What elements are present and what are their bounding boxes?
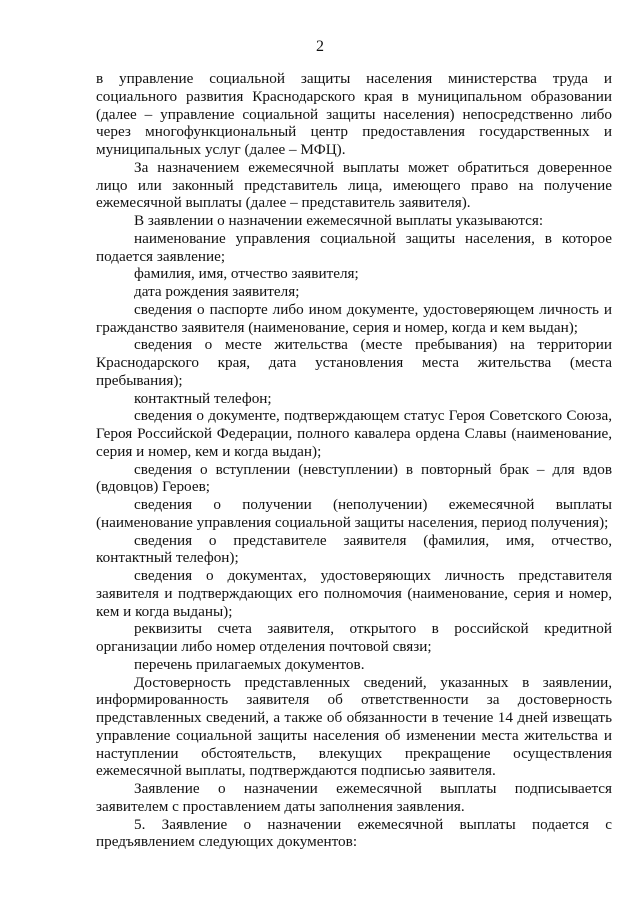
list-item: перечень прилагаемых документов. — [134, 655, 365, 673]
paragraph-signature: Заявление о назначении ежемесячной выплаты подписывается заявителем с проставлением даты заполнения заявления. — [96, 780, 612, 815]
paragraph-application-contents: В заявлении о назначении ежемесячной выплаты указываются: — [134, 212, 544, 229]
list-item: контактный телефон; — [134, 389, 272, 407]
list-item: наименование управления социальной защиты населения, в которое подается заявление; — [96, 229, 612, 265]
list-item: сведения о документе, подтверждающем статус Героя Советского Союза, Героя Российской Федерации, полного кавалера ордена Славы (наименование, серия и номер, кем и когда выдан); — [96, 407, 612, 460]
list-item: сведения о представителе заявителя (фамилия, имя, отчество, контактный телефон); — [96, 531, 612, 567]
list-item: сведения о месте жительства (месте пребывания) на территории Краснодарского края, дата установления места жительства (места пребывания); — [96, 336, 612, 389]
paragraph-point-5: 5. Заявление о назначении ежемесячной выплаты подается с предъявлением следующих документов: — [96, 815, 612, 851]
list-item: дата рождения заявителя; — [134, 283, 300, 300]
paragraph-reliability: Достоверность представленных сведений, указанных в заявлении, информированность заявителя об ответственности за достоверность представленных сведений, а также об обязанности в течение 14 дней извещать управление социальной защиты населения об изменении места жительства и наступлении обстоятельств, влекущих прекращение осуществления ежемесячной выплаты, подтверждаются подписью заявителя. — [96, 673, 612, 780]
page-number: 2 — [316, 38, 324, 55]
document-body — [96, 70, 612, 851]
list-item: сведения о получении (неполучении) ежемесячной выплаты (наименование управления социальной защиты населения, период получения); — [96, 496, 612, 531]
paragraph-representative: За назначением ежемесячной выплаты может обратиться доверенное лицо или законный представитель лица, имеющего право на получение ежемесячной выплаты (далее – представитель заявителя). — [96, 158, 612, 212]
paragraph-intro: в управление социальной защиты населения министерства труда и социального развития Краснодарского края в муниципальном образовании (далее – управление социальной защиты населения) непосредственно либо через многофункциональный центр предоставления государственных и муниципальных услуг (далее – МФЦ). — [96, 70, 612, 158]
list-item: реквизиты счета заявителя, открытого в российской кредитной организации либо номер отделения почтовой связи; — [96, 620, 612, 655]
list-item: сведения о паспорте либо ином документе, удостоверяющем личность и гражданство заявителя (наименование, серия и номер, когда и кем выдан); — [96, 300, 612, 336]
list-item: сведения о документах, удостоверяющих личность представителя заявителя и подтверждающих его полномочия (наименование, серия и номер, кем и когда выданы); — [96, 567, 612, 620]
list-item: фамилия, имя, отчество заявителя; — [134, 265, 359, 283]
list-item: сведения о вступлении (невступлении) в повторный брак – для вдов (вдовцов) Героев; — [96, 460, 612, 496]
